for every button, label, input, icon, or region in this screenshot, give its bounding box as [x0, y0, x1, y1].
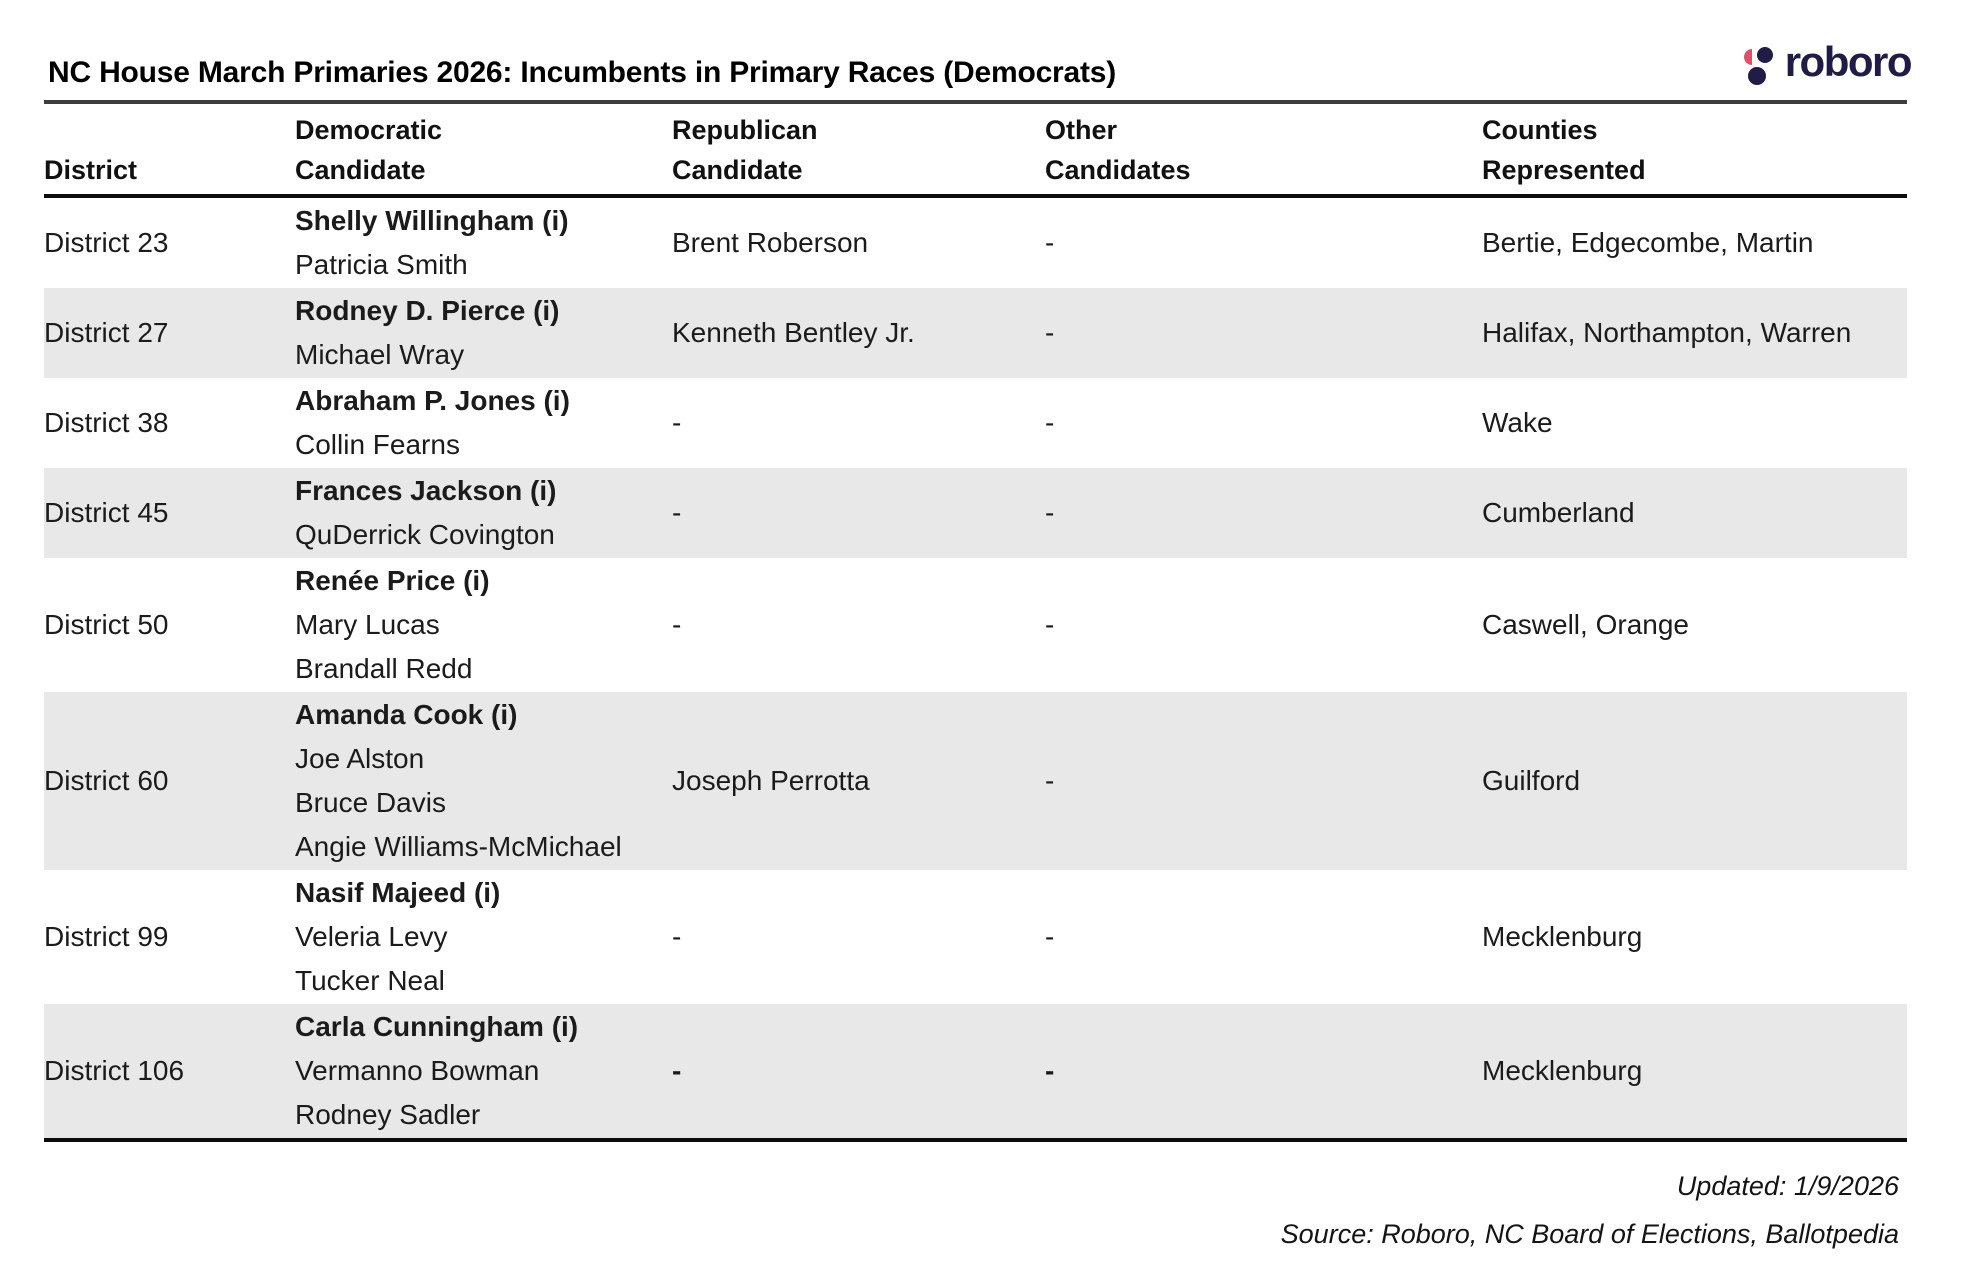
other-candidates-cell: - — [1045, 407, 1055, 438]
republican-candidate-cell: - — [672, 407, 682, 438]
republican-candidate-cell: Kenneth Bentley Jr. — [672, 317, 915, 348]
table-row-district-38 — [44, 378, 1907, 468]
democratic-candidates-cell — [295, 693, 672, 869]
other-candidates-cell: - — [1045, 921, 1055, 952]
incumbent-candidate-name: Rodney D. Pierce (i) — [295, 295, 560, 326]
district-cell: District 106 — [44, 1055, 185, 1086]
logo-navy-dot-large-icon — [1748, 67, 1766, 85]
republican-candidate-cell: - — [672, 921, 682, 952]
column-header-line: Democratic — [295, 115, 443, 145]
column-header-district — [44, 150, 295, 190]
table-row-district-60 — [44, 692, 1907, 870]
other-candidates-cell: - — [1045, 497, 1055, 528]
democratic-candidates-cell — [295, 199, 672, 287]
table-header-row — [44, 104, 1907, 194]
column-header-line: Counties — [1482, 115, 1598, 145]
other-candidates-cell: - — [1045, 227, 1055, 258]
roboro-logo-text: roboro — [1784, 38, 1911, 85]
column-header-line: Candidate — [672, 155, 803, 185]
candidate-name: Tucker Neal — [295, 965, 445, 996]
column-header-line: Candidate — [295, 155, 426, 185]
source-note: Source: Roboro, NC Board of Elections, Ballotpedia — [1280, 1219, 1899, 1249]
candidate-name: Michael Wray — [295, 339, 465, 370]
column-header-other-candidates — [1045, 110, 1482, 190]
column-header-line: District — [44, 155, 138, 185]
democratic-candidates-cell — [295, 559, 672, 691]
candidate-name: Rodney Sadler — [295, 1099, 481, 1130]
column-header-line: Other — [1045, 115, 1118, 145]
column-header-counties-represented — [1482, 110, 1907, 190]
counties-represented-cell: Bertie, Edgecombe, Martin — [1482, 227, 1814, 258]
democratic-candidates-cell — [295, 379, 672, 467]
candidate-name: Bruce Davis — [295, 787, 446, 818]
democratic-candidates-cell — [295, 289, 672, 377]
incumbent-candidate-name: Renée Price (i) — [295, 565, 490, 596]
republican-candidate-cell: - — [672, 497, 682, 528]
counties-represented-cell: Caswell, Orange — [1482, 609, 1689, 640]
table-row-district-27 — [44, 288, 1907, 378]
roboro-logo-mark-icon — [1741, 38, 1777, 86]
incumbent-candidate-name: Amanda Cook (i) — [295, 699, 518, 730]
counties-represented-cell: Mecklenburg — [1482, 1055, 1643, 1086]
district-cell: District 60 — [44, 765, 169, 796]
democratic-candidates-cell — [295, 469, 672, 557]
logo-navy-dot-icon — [1757, 47, 1773, 63]
other-candidates-cell: - — [1045, 317, 1055, 348]
table-row-district-106 — [44, 1004, 1907, 1138]
incumbent-candidate-name: Carla Cunningham (i) — [295, 1011, 579, 1042]
republican-candidate-cell: - — [672, 1055, 682, 1086]
candidate-name: Mary Lucas — [295, 609, 440, 640]
incumbent-candidate-name: Nasif Majeed (i) — [295, 877, 501, 908]
district-cell: District 45 — [44, 497, 169, 528]
candidate-name: Patricia Smith — [295, 249, 468, 280]
column-header-republican-candidate — [672, 110, 1045, 190]
candidate-name: Veleria Levy — [295, 921, 448, 952]
other-candidates-cell: - — [1045, 765, 1055, 796]
counties-represented-cell: Halifax, Northampton, Warren — [1482, 317, 1852, 348]
updated-note: Updated: 1/9/2026 — [1676, 1171, 1899, 1201]
candidate-name: Collin Fearns — [295, 429, 460, 460]
incumbent-candidate-name: Abraham P. Jones (i) — [295, 385, 570, 416]
table-row-district-45 — [44, 468, 1907, 558]
democratic-candidates-cell — [295, 871, 672, 1003]
table-bottom-border — [44, 1138, 1907, 1142]
counties-represented-cell: Wake — [1482, 407, 1553, 438]
table-row-district-23 — [44, 198, 1907, 288]
republican-candidate-cell: - — [672, 609, 682, 640]
incumbent-candidate-name: Shelly Willingham (i) — [295, 205, 569, 236]
column-header-line: Represented — [1482, 155, 1646, 185]
column-header-line: Republican — [672, 115, 818, 145]
table-row-district-99 — [44, 870, 1907, 1004]
democratic-candidates-cell — [295, 1005, 672, 1137]
republican-candidate-cell: Brent Roberson — [672, 227, 869, 258]
roboro-logo — [1741, 34, 1911, 90]
page-title: NC House March Primaries 2026: Incumbents in Primary Races (Democrats) — [48, 56, 1117, 89]
other-candidates-cell: - — [1045, 1055, 1055, 1086]
candidate-name: QuDerrick Covington — [295, 519, 555, 550]
candidate-name: Vermanno Bowman — [295, 1055, 540, 1086]
candidate-name: Brandall Redd — [295, 653, 473, 684]
column-header-line: Candidates — [1045, 155, 1191, 185]
district-cell: District 99 — [44, 921, 169, 952]
logo-red-half-dot-icon — [1744, 49, 1752, 65]
district-cell: District 38 — [44, 407, 169, 438]
counties-represented-cell: Guilford — [1482, 765, 1581, 796]
district-cell: District 27 — [44, 317, 169, 348]
table-row-district-50 — [44, 558, 1907, 692]
table-body — [44, 198, 1907, 1138]
column-header-democratic-candidate — [295, 110, 672, 190]
other-candidates-cell: - — [1045, 609, 1055, 640]
republican-candidate-cell: Joseph Perrotta — [672, 765, 870, 796]
counties-represented-cell: Cumberland — [1482, 497, 1635, 528]
district-cell: District 23 — [44, 227, 169, 258]
incumbent-candidate-name: Frances Jackson (i) — [295, 475, 557, 506]
title-bar — [44, 38, 1911, 90]
district-cell: District 50 — [44, 609, 169, 640]
counties-represented-cell: Mecklenburg — [1482, 921, 1643, 952]
candidate-name: Joe Alston — [295, 743, 425, 774]
candidate-name: Angie Williams-McMichael — [295, 831, 622, 862]
footer — [44, 1162, 1907, 1258]
